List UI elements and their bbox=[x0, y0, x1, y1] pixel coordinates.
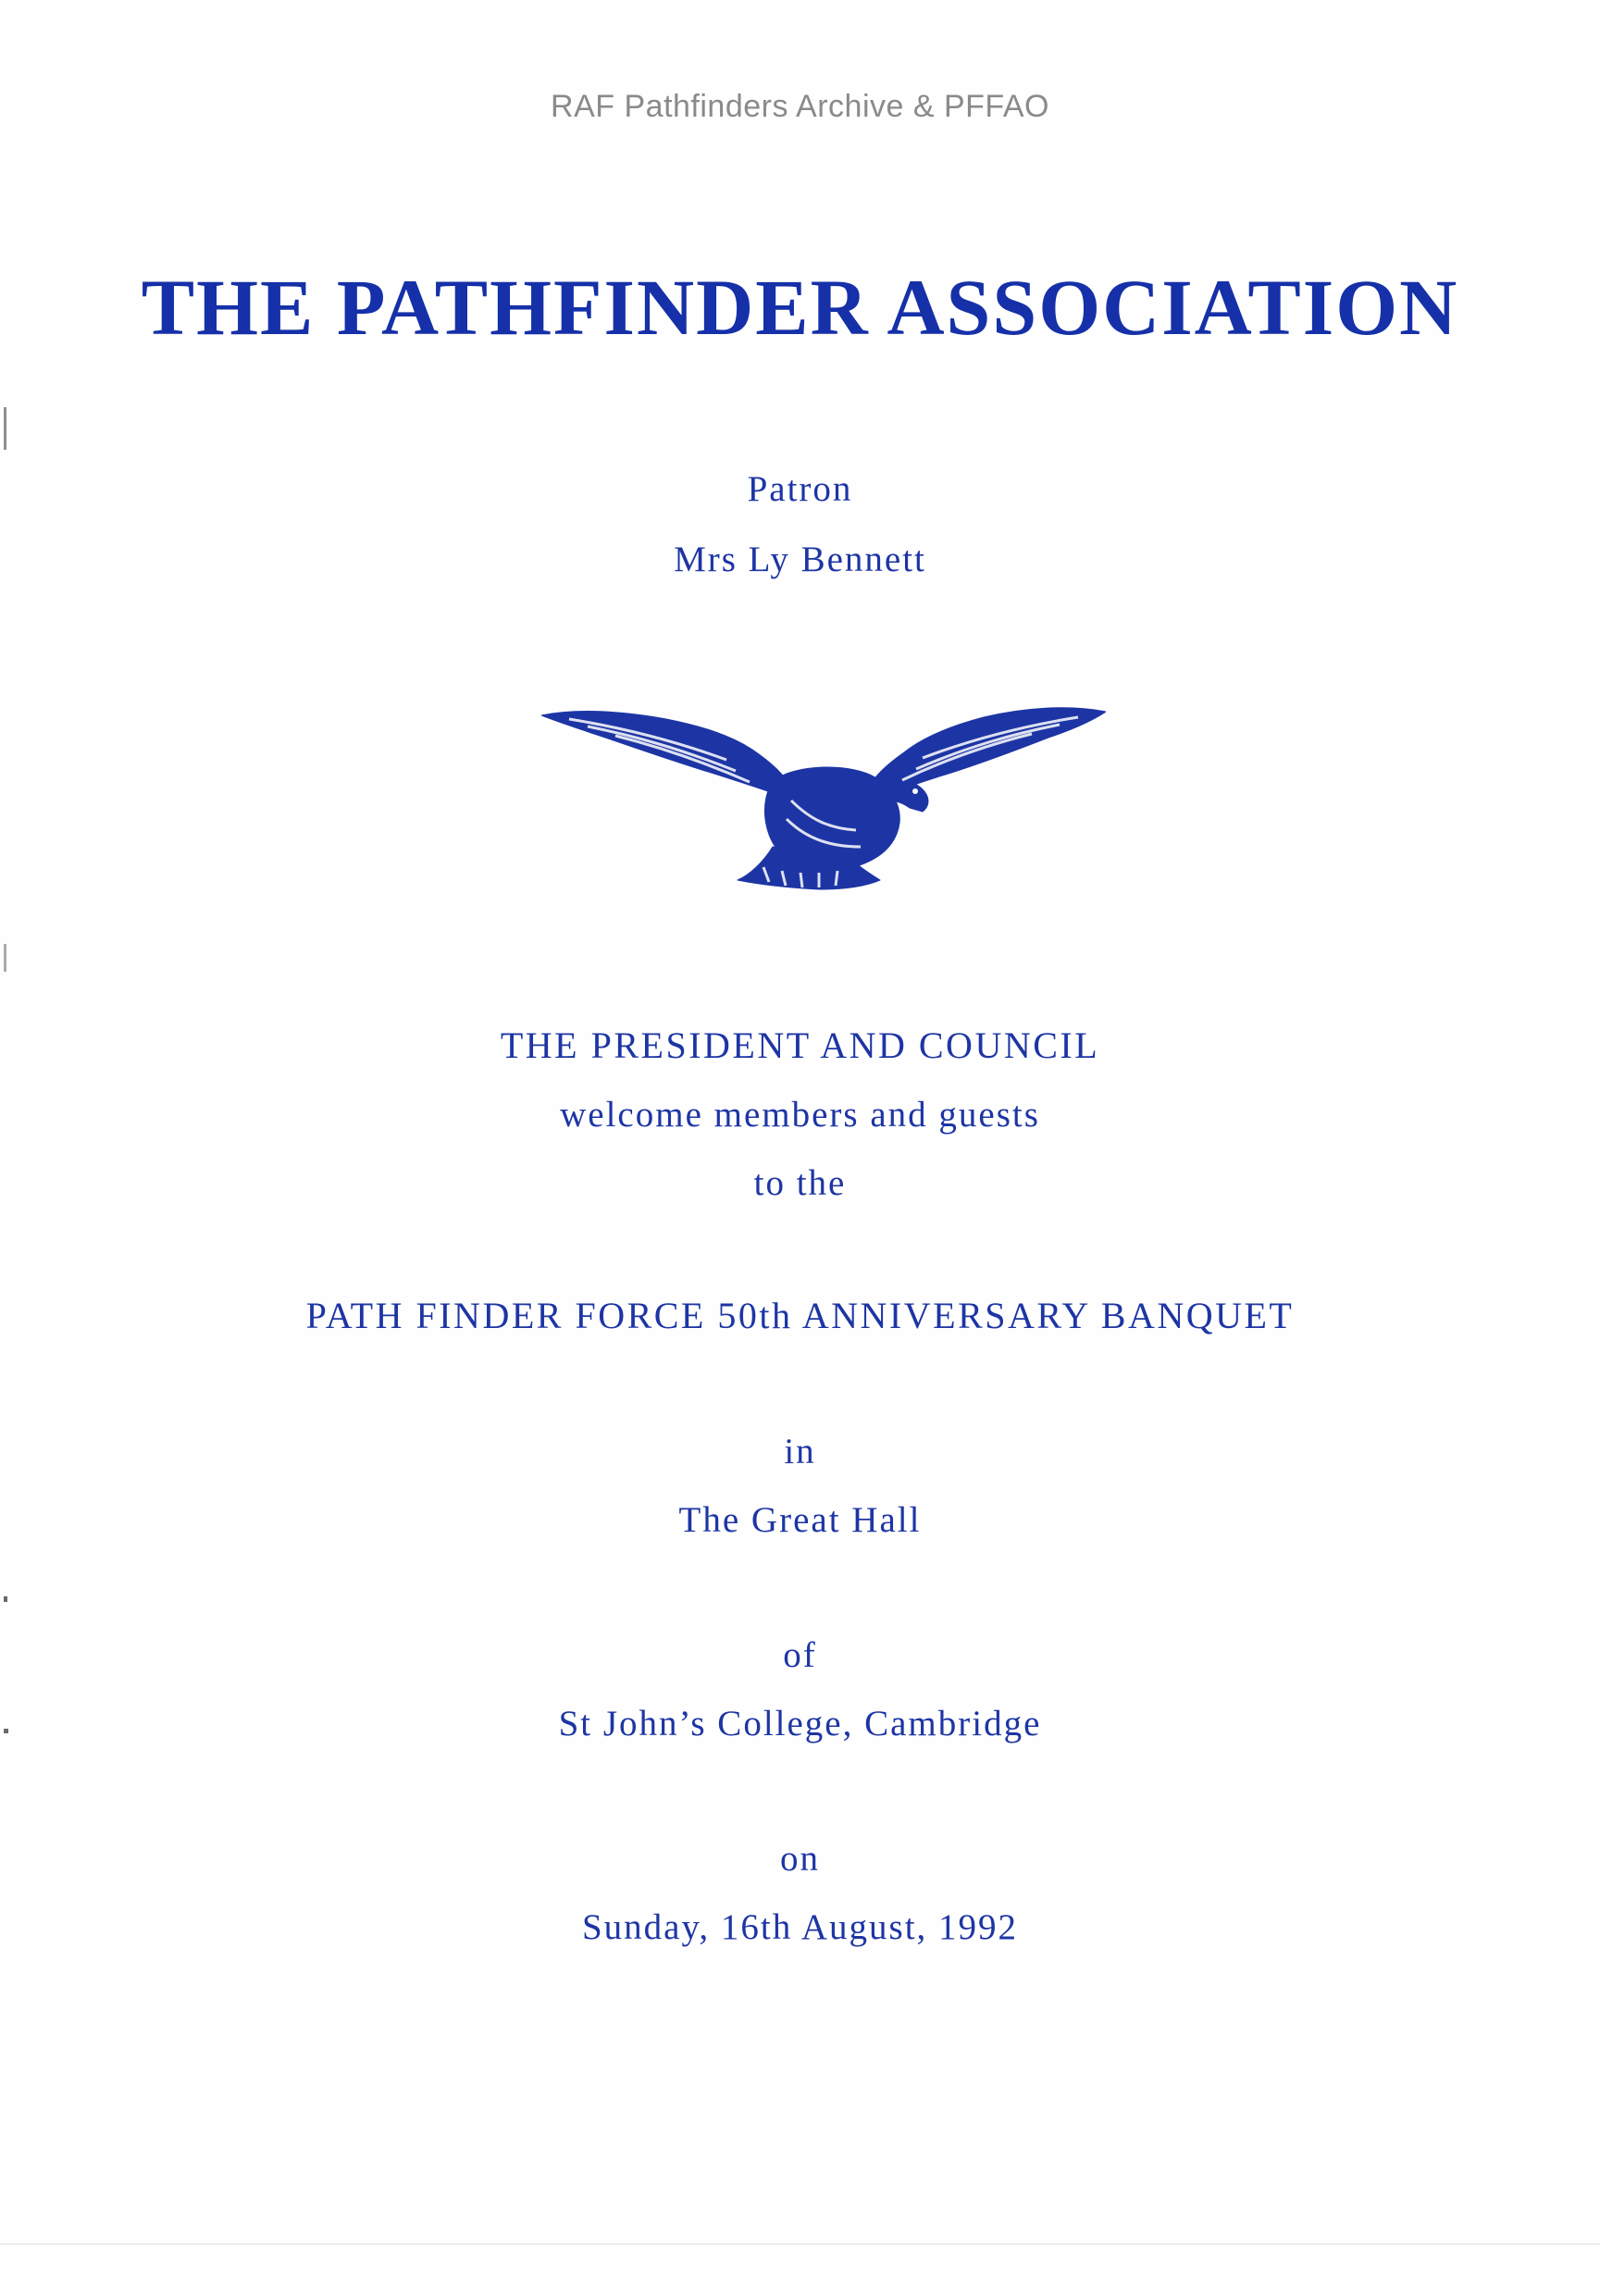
venue-name: The Great Hall bbox=[678, 1500, 922, 1540]
edge-mark bbox=[4, 944, 6, 972]
patron-label: Patron bbox=[747, 469, 853, 509]
eagle-wings-icon bbox=[541, 699, 1106, 893]
event-title: PATH FINDER FORCE 50th ANNIVERSARY BANQUET bbox=[305, 1295, 1295, 1336]
to-the-line: to the bbox=[753, 1163, 847, 1203]
welcome-line: welcome members and guests bbox=[560, 1095, 1040, 1135]
college-name: St John’s College, Cambridge bbox=[558, 1704, 1042, 1744]
edge-mark bbox=[4, 1729, 8, 1733]
of-line: of bbox=[783, 1635, 817, 1675]
edge-mark bbox=[4, 1596, 7, 1602]
archive-watermark: RAF Pathfinders Archive & PFFAO bbox=[551, 89, 1049, 124]
in-line: in bbox=[784, 1432, 816, 1471]
bottom-rule bbox=[0, 2243, 1600, 2245]
association-title: THE PATHFINDER ASSOCIATION bbox=[141, 263, 1459, 352]
patron-name: Mrs Ly Bennett bbox=[674, 540, 926, 579]
hosts-heading: THE PRESIDENT AND COUNCIL bbox=[500, 1024, 1100, 1066]
event-date: Sunday, 16th August, 1992 bbox=[581, 1907, 1019, 1947]
on-line: on bbox=[780, 1839, 820, 1879]
edge-mark bbox=[4, 407, 6, 450]
